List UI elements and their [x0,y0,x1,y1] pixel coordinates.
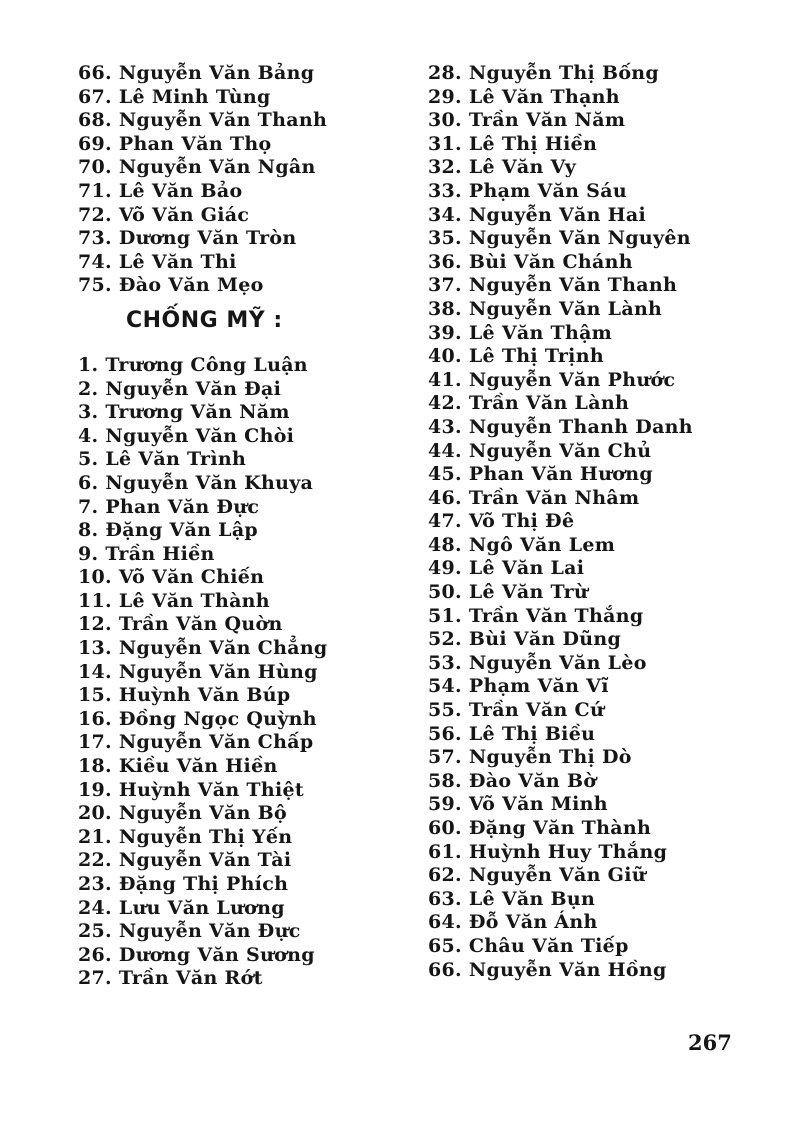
top-name-list [78,62,408,298]
list-item: 20. Nguyễn Văn Bộ [78,802,288,825]
list-item: 63. Lê Văn Bụn [428,887,596,910]
list-item: 8. Đặng Văn Lập [78,519,259,542]
section-name-list [78,354,408,991]
list-item: 18. Kiều Văn Hiền [78,755,278,778]
list-item: 47. Võ Thị Đê [428,510,575,533]
list-item: 40. Lê Thị Trịnh [428,345,604,368]
list-item: 70. Nguyễn Văn Ngân [78,156,316,179]
list-item: 64. Đỗ Văn Ánh [428,911,598,934]
list-item: 65. Châu Văn Tiếp [428,934,629,957]
list-item: 52. Bùi Văn Dũng [428,628,622,651]
left-column [78,62,408,991]
list-item: 67. Lê Minh Tùng [78,85,271,108]
list-item: 50. Lê Văn Trừ [428,581,588,604]
list-item: 33. Phạm Văn Sáu [428,179,627,202]
list-item: 35. Nguyễn Văn Nguyên [428,227,691,250]
list-item: 31. Lê Thị Hiền [428,132,598,155]
list-item: 34. Nguyễn Văn Hai [428,203,647,226]
list-item: 16. Đồng Ngọc Quỳnh [78,707,317,730]
list-item: 60. Đặng Văn Thành [428,817,652,839]
list-item: 4. Nguyễn Văn Chòi [78,424,295,447]
list-item: 6. Nguyễn Văn Khuya [78,471,314,494]
list-item: 44. Nguyễn Văn Chủ [428,439,652,462]
list-item: 9. Trần Hiền [78,542,215,565]
list-item: 66. Nguyễn Văn Hồng [428,958,667,981]
list-item: 71. Lê Văn Bảo [78,179,243,202]
list-item: 11. Lê Văn Thành [78,589,270,612]
list-item: 46. Trần Văn Nhâm [428,486,640,509]
list-item: 30. Trần Văn Năm [428,109,626,132]
list-item: 25. Nguyễn Văn Đực [78,920,301,943]
list-item: 1. Trương Công Luận [78,353,308,376]
list-item: 41. Nguyễn Văn Phước [428,368,676,391]
list-item: 57. Nguyễn Thị Dò [428,746,632,769]
list-item: 55. Trần Văn Cứ [428,699,605,722]
page-number: 267 [688,1030,732,1055]
list-item: 12. Trần Văn Quờn [78,613,283,636]
list-item: 53. Nguyễn Văn Lèo [428,651,647,674]
list-item: 3. Trương Văn Năm [78,401,290,424]
list-item: 58. Đào Văn Bờ [428,769,597,792]
list-item: 10. Võ Văn Chiến [78,566,265,589]
right-column [428,62,748,982]
list-item: 17. Nguyễn Văn Chấp [78,731,314,754]
list-item: 36. Bùi Văn Chánh [428,250,633,273]
list-item: 29. Lê Văn Thạnh [428,85,620,108]
list-item: 14. Nguyễn Văn Hùng [78,660,318,683]
list-item: 56. Lê Thị Biều [428,722,596,745]
list-item: 2. Nguyễn Văn Đại [78,377,282,400]
list-item: 19. Huỳnh Văn Thiệt [78,778,304,801]
list-item: 66. Nguyễn Văn Bảng [78,62,315,84]
list-item: 49. Lê Văn Lai [428,557,585,580]
list-item: 28. Nguyễn Thị Bống [428,62,660,84]
list-item: 69. Phan Văn Thọ [78,132,272,155]
list-item: 7. Phan Văn Đực [78,495,260,518]
list-item: 27. Trần Văn Rớt [78,967,263,990]
list-item: 75. Đào Văn Mẹo [78,274,264,297]
list-item: 42. Trần Văn Lành [428,392,630,415]
list-item: 48. Ngô Văn Lem [428,533,616,556]
heading-spacer [78,346,408,354]
list-item: 21. Nguyễn Thị Yến [78,825,293,848]
list-item: 72. Võ Văn Giác [78,203,250,226]
list-item: 43. Nguyễn Thanh Danh [428,415,693,438]
list-item: 5. Lê Văn Trình [78,448,247,471]
list-item: 24. Lưu Văn Lương [78,896,285,919]
list-item: 38. Nguyễn Văn Lành [428,297,663,320]
section-heading: CHỐNG MỸ : [126,307,283,333]
list-item: 74. Lê Văn Thi [78,250,237,273]
list-item: 37. Nguyễn Văn Thanh [428,274,678,297]
right-name-list [428,62,748,982]
list-item: 39. Lê Văn Thậm [428,321,613,344]
list-item: 61. Huỳnh Huy Thắng [428,840,668,863]
list-item: 68. Nguyễn Văn Thanh [78,109,328,132]
list-item: 59. Võ Văn Minh [428,793,608,816]
list-item: 32. Lê Văn Vy [428,156,577,179]
list-item: 15. Huỳnh Văn Búp [78,684,291,707]
list-item: 62. Nguyễn Văn Giữ [428,864,646,887]
list-item: 54. Phạm Văn Vĩ [428,675,609,698]
list-item: 73. Dương Văn Tròn [78,227,297,250]
list-item: 23. Đặng Thị Phích [78,873,289,895]
list-item: 45. Phan Văn Hương [428,463,653,486]
list-item: 13. Nguyễn Văn Chẳng [78,637,328,660]
list-item: 26. Dương Văn Sương [78,943,315,966]
list-item: 51. Trần Văn Thắng [428,604,644,627]
list-item: 22. Nguyễn Văn Tài [78,849,292,872]
